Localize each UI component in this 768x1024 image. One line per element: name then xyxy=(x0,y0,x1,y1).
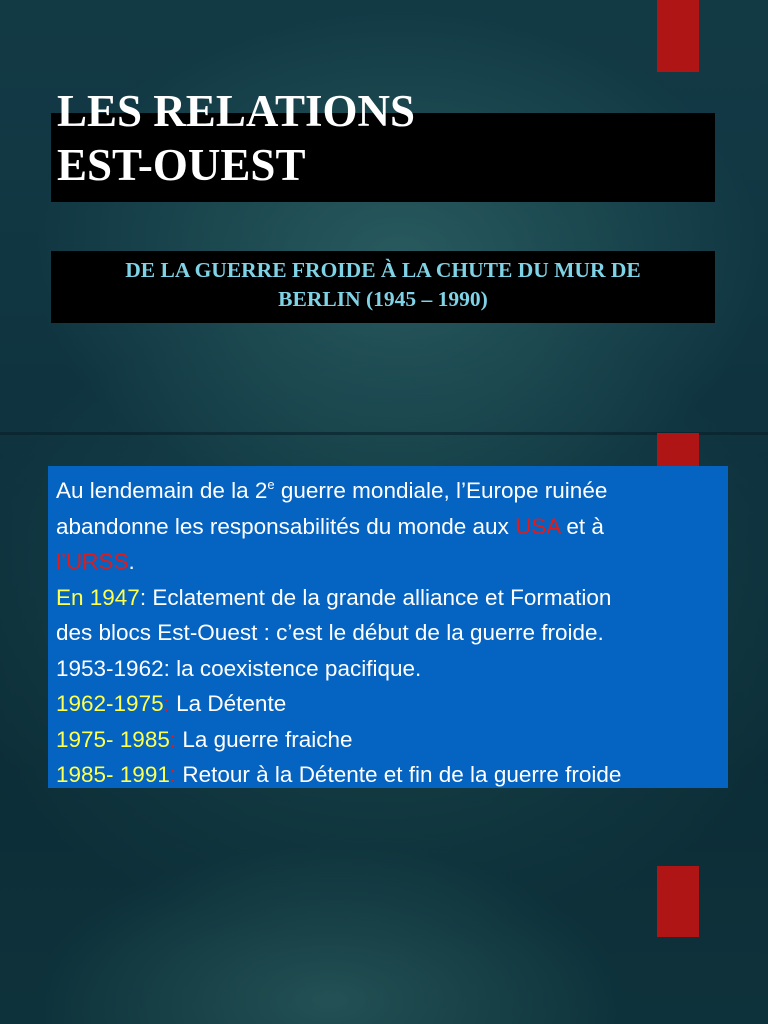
usa-highlight: USA xyxy=(515,513,561,539)
entry-1962-line xyxy=(56,686,728,722)
intro-line-2-text: abandonne les responsabilités du monde aux xyxy=(56,513,516,539)
slide-title xyxy=(57,84,657,192)
entry-1985-text: Retour à la Détente et fin de la guerre froide xyxy=(176,762,622,787)
entry-1975-separator: : xyxy=(169,726,177,752)
entry-1962-separator: : xyxy=(163,691,170,716)
entry-1975-text: La guerre fraiche xyxy=(176,726,353,752)
entry-1975-line xyxy=(56,722,728,758)
intro-period: . xyxy=(128,549,135,574)
entry-1985-separator: : xyxy=(169,762,177,787)
content-text-box xyxy=(48,466,728,788)
entry-1962-date: 1962-1975 xyxy=(56,691,164,716)
slide-divider xyxy=(0,432,768,435)
intro-text-end: guerre mondiale, l’Europe ruinée xyxy=(274,478,608,503)
intro-line-3 xyxy=(56,544,728,580)
intro-text-start: Au lendemain de la 2 xyxy=(56,478,268,503)
intro-line-1 xyxy=(56,473,728,509)
entry-1947-text-1: Eclatement de la grande alliance et Formation xyxy=(146,584,612,610)
accent-bar-middle xyxy=(657,433,699,468)
entry-1975-date: 1975- 1985 xyxy=(56,726,170,752)
entry-1947-separator: : xyxy=(139,584,147,610)
intro-connector: et à xyxy=(560,513,604,539)
entry-1985-line xyxy=(56,757,728,793)
slide-subtitle-line-2: BERLIN (1945 – 1990) xyxy=(278,287,488,311)
entry-1962-text: La Détente xyxy=(169,691,287,716)
accent-bar-bottom xyxy=(657,866,699,937)
entry-1947-date: En 1947 xyxy=(56,584,140,610)
urss-highlight: l’URSS xyxy=(56,549,129,574)
entry-1953-line: 1953-1962: la coexistence pacifique. xyxy=(56,655,422,681)
intro-line-2 xyxy=(56,509,728,545)
slide-subtitle-line-1: DE LA GUERRE FROIDE À LA CHUTE DU MUR DE xyxy=(125,258,641,282)
accent-bar-top xyxy=(657,0,699,72)
intro-superscript: e xyxy=(267,477,275,492)
entry-1947-line-1 xyxy=(56,580,728,616)
slide-subtitle xyxy=(51,256,715,314)
entry-1985-date: 1985- 1991 xyxy=(56,762,170,787)
entry-1947-line-2: des blocs Est-Ouest : c’est le début de la guerre froide. xyxy=(56,620,604,645)
slide-title-line-1: LES RELATIONS xyxy=(57,86,416,136)
slide-title-line-2: EST-OUEST xyxy=(57,140,306,190)
